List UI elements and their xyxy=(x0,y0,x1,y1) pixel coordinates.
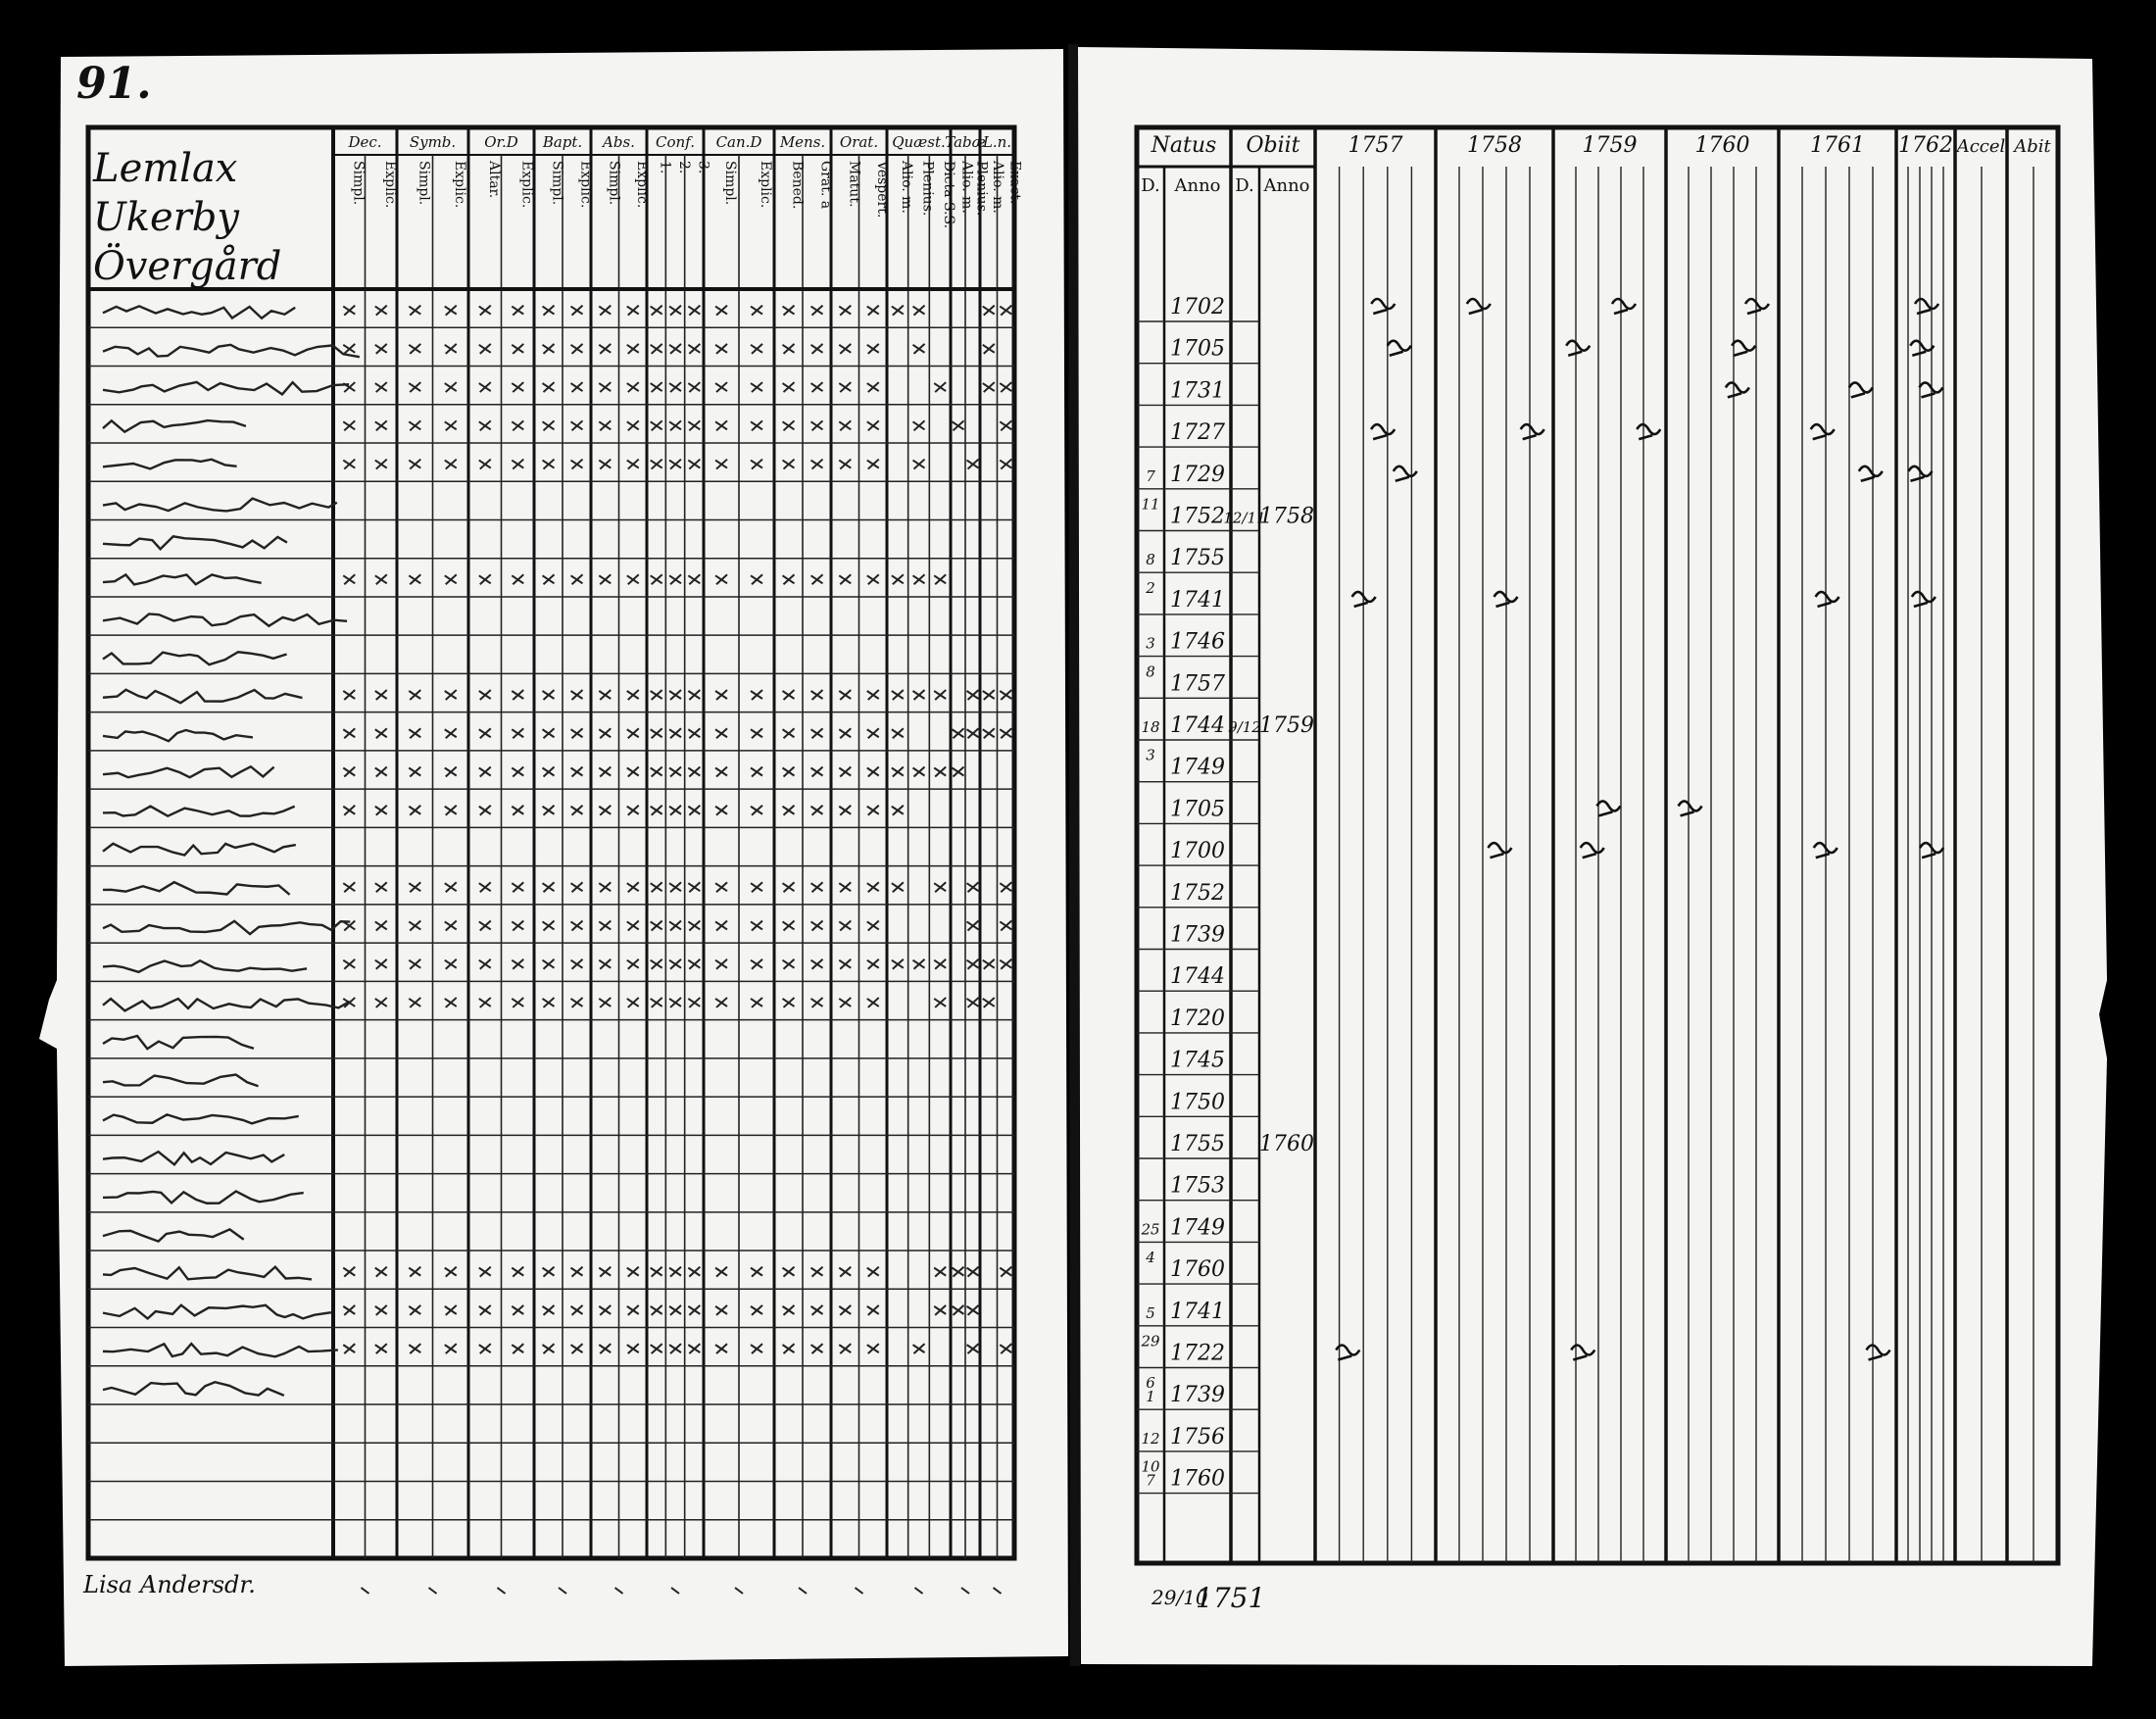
register-subheader: D. xyxy=(1141,175,1160,196)
column-header: Conf. xyxy=(656,133,695,151)
birth-year: 1705 xyxy=(1170,797,1225,822)
birth-day: 4 xyxy=(1146,1249,1155,1267)
column-subheader: Exact. xyxy=(1006,161,1023,205)
column-subheader: Plenius. xyxy=(919,161,936,217)
column-subheader: Explic. xyxy=(451,161,467,209)
column-header: Orat. xyxy=(839,133,879,151)
column-subheader: Explic. xyxy=(381,161,398,209)
column-header: Quæst. xyxy=(892,133,946,151)
birth-day: 7 xyxy=(1146,467,1155,485)
birth-year: 1745 xyxy=(1170,1048,1225,1073)
birth-year: 1722 xyxy=(1170,1341,1225,1366)
column-subheader: Simpl. xyxy=(350,161,367,206)
column-header: Symb. xyxy=(409,133,457,151)
birth-day: 11 xyxy=(1141,495,1160,514)
column-subheader: Altar. xyxy=(485,161,502,199)
column-subheader: Explic. xyxy=(518,161,535,209)
birth-year: 1702 xyxy=(1170,295,1225,319)
footer-year: 1751 xyxy=(1196,1582,1266,1614)
birth-day: 8 xyxy=(1146,663,1155,681)
column-subheader: Matut. xyxy=(846,161,862,208)
column-subheader: Bened. xyxy=(789,161,806,210)
register-header: 1759 xyxy=(1582,133,1638,158)
register-subheader: D. xyxy=(1235,175,1254,196)
register-header: Accel xyxy=(1956,136,2006,157)
column-subheader: Grat. a xyxy=(817,161,834,210)
birth-day: 10 xyxy=(1141,1457,1160,1476)
birth-year: 1700 xyxy=(1170,839,1225,864)
register-header: 1757 xyxy=(1348,133,1403,158)
birth-year: 1755 xyxy=(1170,546,1225,571)
column-subheader: Dicta S.S. xyxy=(941,161,957,229)
register-header: Natus xyxy=(1151,133,1217,158)
column-subheader: Alio. m. xyxy=(989,161,1005,214)
column-header: Can.D xyxy=(715,133,762,151)
birth-day: 12 xyxy=(1141,1429,1160,1448)
register-header: 1762 xyxy=(1898,133,1953,158)
birth-year: 1727 xyxy=(1170,420,1225,446)
birth-day: 7 xyxy=(1146,1471,1155,1490)
death-year: 1759 xyxy=(1259,713,1314,738)
register-subheader: Anno xyxy=(1263,175,1310,196)
birth-year: 1749 xyxy=(1170,1215,1225,1241)
birth-day: 3 xyxy=(1146,746,1155,764)
birth-year: 1720 xyxy=(1170,1006,1225,1031)
birth-day: 1 xyxy=(1146,1388,1155,1406)
column-header: Or.D xyxy=(484,133,518,151)
column-subheader: Plenius. xyxy=(973,161,990,217)
column-subheader: Vespert. xyxy=(873,161,890,219)
death-day: 9/12 xyxy=(1228,718,1261,736)
column-subheader: 3. xyxy=(695,161,711,174)
birth-year: 1705 xyxy=(1170,336,1225,362)
register-header: Abit xyxy=(2014,136,2051,157)
column-subheader: Explic. xyxy=(633,161,650,209)
column-header: Dec. xyxy=(348,133,382,151)
village-name-1: Lemlax xyxy=(93,146,238,191)
birth-year: 1749 xyxy=(1170,755,1225,780)
birth-year: 1744 xyxy=(1170,713,1225,738)
birth-year: 1741 xyxy=(1170,587,1225,613)
column-subheader: Explic. xyxy=(577,161,594,209)
birth-year: 1744 xyxy=(1170,964,1225,990)
column-subheader: 2. xyxy=(676,161,692,174)
birth-year: 1739 xyxy=(1170,922,1225,948)
page-number: 91. xyxy=(76,59,152,109)
birth-day: 2 xyxy=(1146,578,1155,597)
column-subheader: Alio. m. xyxy=(958,161,975,214)
birth-day: 25 xyxy=(1141,1220,1160,1239)
left-page-paper xyxy=(39,49,1068,1666)
birth-year: 1760 xyxy=(1170,1257,1225,1283)
birth-year: 1752 xyxy=(1170,504,1225,529)
footer-day: 29/10 xyxy=(1152,1586,1208,1609)
village-name-3: Övergård xyxy=(93,244,282,289)
birth-year: 1760 xyxy=(1170,1466,1225,1492)
register-header: 1760 xyxy=(1694,133,1750,158)
birth-year: 1750 xyxy=(1170,1090,1225,1115)
register-header: 1761 xyxy=(1810,133,1865,158)
birth-year: 1746 xyxy=(1170,629,1225,655)
column-header: Abs. xyxy=(603,133,635,151)
column-header: L.n. xyxy=(982,133,1012,151)
register-header: Obiit xyxy=(1246,133,1300,158)
register-subheader: Anno xyxy=(1174,175,1221,196)
book-gutter xyxy=(1073,44,1075,1666)
birth-year: 1757 xyxy=(1170,671,1225,697)
left-footer xyxy=(82,1571,256,1598)
column-subheader: Explic. xyxy=(758,161,773,209)
column-subheader: 1. xyxy=(657,161,673,174)
birth-year: 1741 xyxy=(1170,1299,1225,1324)
birth-year: 1731 xyxy=(1170,378,1225,404)
death-year: 1758 xyxy=(1259,504,1314,529)
footer-name: Lisa Andersdr. xyxy=(83,1571,256,1598)
birth-year: 1753 xyxy=(1170,1173,1225,1199)
death-year: 1760 xyxy=(1259,1132,1314,1156)
column-header: Mens. xyxy=(779,133,826,151)
column-header: Bapt. xyxy=(542,133,583,151)
birth-day: 18 xyxy=(1141,718,1160,736)
death-day: 12/11 xyxy=(1223,509,1266,527)
birth-year: 1739 xyxy=(1170,1383,1225,1408)
birth-year: 1756 xyxy=(1170,1424,1225,1449)
birth-day: 6 xyxy=(1146,1374,1155,1393)
column-subheader: Simpl. xyxy=(416,161,432,206)
birth-year: 1752 xyxy=(1170,880,1225,906)
register-header: 1758 xyxy=(1467,133,1522,158)
village-name-2: Ukerby xyxy=(93,195,239,240)
birth-year: 1729 xyxy=(1170,462,1225,487)
birth-year: 1755 xyxy=(1170,1132,1225,1156)
birth-day: 3 xyxy=(1146,634,1155,653)
column-subheader: Alio. m. xyxy=(898,161,914,214)
birth-day: 5 xyxy=(1146,1303,1155,1322)
column-subheader: Simpl. xyxy=(606,161,622,206)
column-header: Tabæ xyxy=(945,133,986,151)
birth-day: 8 xyxy=(1146,551,1155,569)
column-subheader: Simpl. xyxy=(722,161,738,206)
birth-day: 29 xyxy=(1141,1332,1160,1351)
column-subheader: Simpl. xyxy=(549,161,565,206)
